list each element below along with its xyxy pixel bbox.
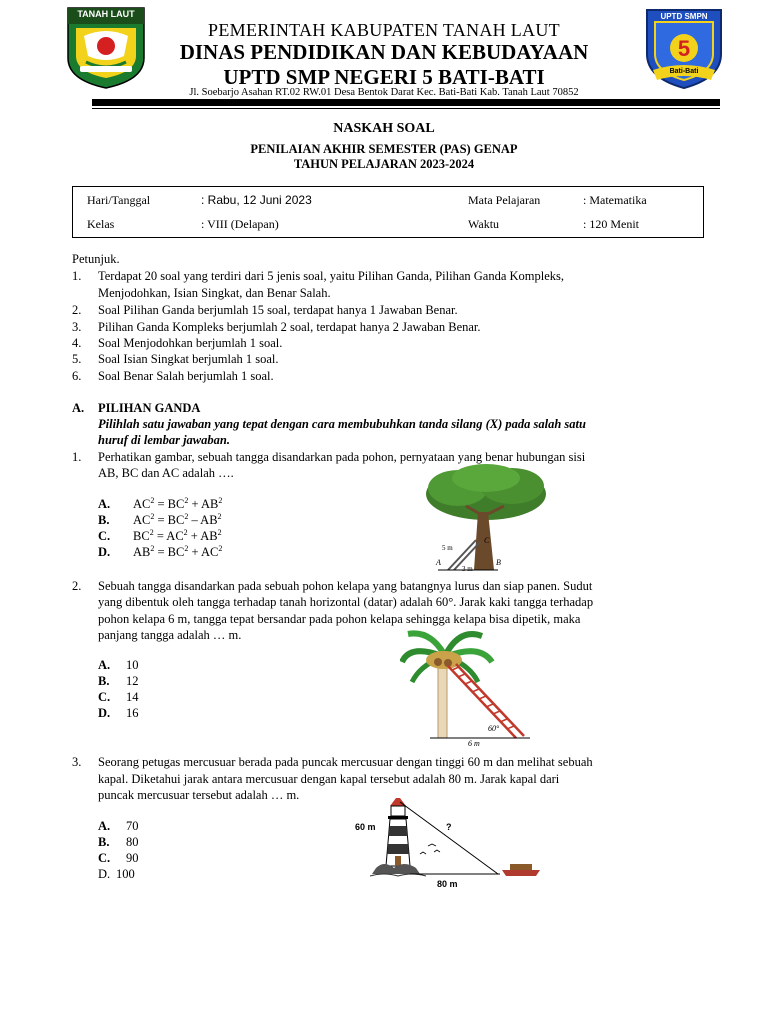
time-label: Waktu: [468, 217, 500, 231]
class-label: Kelas: [87, 217, 115, 231]
fig3-height: 60 m: [355, 822, 376, 832]
section-title: PILIHAN GANDA: [98, 401, 201, 415]
option-letter: C.: [98, 851, 111, 865]
instruction-text: Pilihan Ganda Kompleks berjumlah 2 soal, terdapat hanya 2 Jawaban Benar.: [98, 320, 481, 334]
question-number: 2.: [72, 579, 82, 593]
header-line-1: PEMERINTAH KABUPATEN TANAH LAUT: [208, 20, 560, 40]
answer-option[interactable]: [98, 819, 139, 834]
question-text: AB, BC dan AC adalah ….: [98, 466, 234, 480]
right-logo-text: UPTD SMPN: [660, 12, 708, 21]
option-letter: A.: [98, 658, 111, 672]
option-text: 80: [126, 835, 139, 849]
header-line-2: DINAS PENDIDIKAN DAN KEBUDAYAAN: [179, 40, 589, 64]
question-number: 1.: [72, 450, 82, 464]
lighthouse-figure: [350, 796, 550, 892]
answer-option[interactable]: [98, 851, 139, 866]
header-line-3: UPTD SMP NEGERI 5 BATI-BATI: [223, 65, 545, 89]
doc-subtitle-2: TAHUN PELAJARAN 2023-2024: [293, 157, 475, 171]
option-text: $BC^2 = AC^2 + AB^2$: [133, 528, 222, 543]
instruction-num: 5.: [72, 352, 82, 366]
question-text: yang dibentuk oleh tangga terhadap tanah horizontal (datar) adalah 60°. Jarak kaki tangga terhadap: [98, 595, 594, 609]
option-text: 12: [126, 674, 139, 688]
exam-info-box: [72, 186, 704, 238]
question-text: panjang tangga adalah … m.: [98, 628, 242, 642]
doc-title: NASKAH SOAL: [333, 121, 435, 136]
option-letter: B.: [98, 835, 110, 849]
answer-option[interactable]: [98, 835, 139, 850]
answer-option[interactable]: [98, 529, 222, 544]
option-letter: C.: [98, 529, 111, 543]
section-letter: A.: [72, 401, 85, 415]
header-divider: [92, 99, 720, 106]
day-value: : Rabu, 12 Juni 2023: [201, 193, 312, 207]
option-letter: C.: [98, 690, 111, 704]
option-text: $AC^2 = BC^2 + AB^2$: [133, 496, 223, 511]
right-logo-ribbon: Bati-Bati: [669, 68, 699, 75]
instruction-num: 6.: [72, 369, 82, 383]
question-text: Seorang petugas mercusuar berada pada puncak mercusuar dengan tinggi 60 m dan melihat sebuah: [98, 755, 593, 769]
option-text: $AB^2 = BC^2 + AC^2$: [133, 544, 223, 559]
instruction-num: 1.: [72, 269, 82, 283]
fig1-ground-length: 3 m: [462, 565, 473, 573]
option-letter: B.: [98, 513, 110, 527]
option-letter: D.: [98, 867, 111, 881]
answer-option[interactable]: [98, 513, 222, 528]
fig1-label-c: C: [484, 536, 490, 545]
question-text: Perhatikan gambar, sebuah tangga disandarkan pada pohon, pernyataan yang benar hubungan sisi: [98, 450, 586, 464]
tree-ladder-figure: [408, 462, 558, 577]
instruction-text: Soal Benar Salah berjumlah 1 soal.: [98, 369, 274, 383]
answer-option[interactable]: [98, 545, 222, 560]
time-value: : 120 Menit: [583, 217, 639, 231]
day-label: Hari/Tanggal: [87, 193, 151, 207]
option-letter: D.: [98, 706, 111, 720]
instruction-text: Soal Menjodohkan berjumlah 1 soal.: [98, 336, 283, 350]
doc-subtitle-1: PENILAIAN AKHIR SEMESTER (PAS) GENAP: [250, 142, 518, 156]
instruction-text: Soal Isian Singkat berjumlah 1 soal.: [98, 352, 279, 366]
option-letter: B.: [98, 674, 110, 688]
svg-text:5: 5: [677, 36, 691, 61]
option-text: 100: [116, 867, 135, 881]
instruction-text: Soal Pilihan Ganda berjumlah 15 soal, terdapat hanya 1 Jawaban Benar.: [98, 303, 458, 317]
palm-ladder-figure: [400, 626, 535, 751]
section-instruction: Pilihlah satu jawaban yang tepat dengan cara membubuhkan tanda silang (X) pada salah satu: [98, 417, 586, 431]
section-instruction: huruf di lembar jawaban.: [98, 433, 230, 447]
instruction-text: Menjodohkan, Isian Singkat, dan Benar Salah.: [98, 286, 331, 300]
option-text: 70: [126, 819, 139, 833]
fig1-ladder-length: 5 m: [442, 544, 453, 552]
class-value: : VIII (Delapan): [201, 217, 279, 231]
option-letter: D.: [98, 545, 111, 559]
answer-option[interactable]: [98, 706, 139, 721]
fig1-label-a: A: [436, 558, 441, 567]
option-text: 90: [126, 851, 139, 865]
answer-option[interactable]: [98, 690, 139, 705]
left-logo-text: TANAH LAUT: [77, 9, 135, 19]
answer-option[interactable]: [98, 867, 135, 882]
fig2-angle: 60°: [488, 724, 500, 733]
option-letter: A.: [98, 497, 111, 511]
question-number: 3.: [72, 755, 82, 769]
question-text: pohon kelapa 6 m, tangga tepat bersandar pada pohon kelapa sehingga kelapa bisa dipetik, maka: [98, 612, 581, 626]
fig3-distance: 80 m: [437, 879, 458, 889]
fig1-label-b: B: [496, 558, 501, 567]
fig3-unknown: ?: [446, 822, 452, 832]
question-text: Sebuah tangga disandarkan pada sebuah pohon kelapa yang batangnya lurus dan siap panen. Sudut: [98, 579, 593, 593]
answer-option[interactable]: [98, 497, 222, 512]
question-text: kapal. Diketahui jarak antara mercusuar dengan kapal tersebut adalah 80 m. Jarak kapal dari: [98, 772, 560, 786]
option-text: 10: [126, 658, 139, 672]
option-text: 16: [126, 706, 139, 720]
subject-value: : Matematika: [583, 193, 647, 207]
answer-option[interactable]: [98, 658, 139, 673]
header-divider-thin: [92, 108, 720, 109]
instruction-text: Terdapat 20 soal yang terdiri dari 5 jenis soal, yaitu Pilihan Ganda, Pilihan Ganda Kompleks,: [98, 269, 565, 283]
question-text: puncak mercusuar tersebut adalah … m.: [98, 788, 300, 802]
answer-option[interactable]: [98, 674, 139, 689]
instruction-num: 3.: [72, 320, 82, 334]
subject-label: Mata Pelajaran: [468, 193, 541, 207]
option-letter: A.: [98, 819, 111, 833]
fig2-ground: 6 m: [468, 739, 480, 748]
instructions-heading: Petunjuk.: [72, 252, 120, 266]
instruction-num: 2.: [72, 303, 82, 317]
instruction-num: 4.: [72, 336, 82, 350]
option-text: 14: [126, 690, 139, 704]
header-address: Jl. Soebarjo Asahan RT.02 RW.01 Desa Bentok Darat Kec. Bati-Bati Kab. Tanah Laut 70852: [189, 87, 579, 98]
option-text: $AC^2 = BC^2 - AB^2$: [133, 512, 222, 527]
